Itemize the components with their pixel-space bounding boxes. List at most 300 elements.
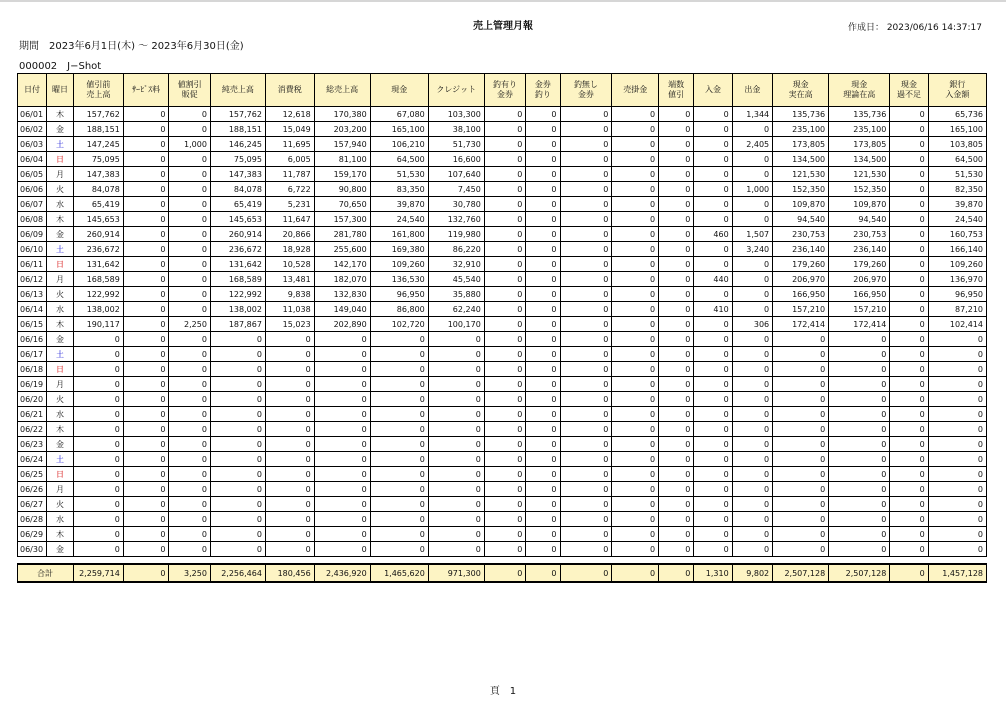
value-cell: 260,914: [210, 227, 265, 242]
total-label: 合計: [18, 564, 74, 582]
value-cell: 7,450: [428, 182, 484, 197]
column-header: 釣無し 金券: [560, 74, 612, 107]
value-cell: 0: [370, 452, 428, 467]
value-cell: 0: [890, 362, 928, 377]
value-cell: 0: [428, 332, 484, 347]
value-cell: 0: [526, 452, 560, 467]
value-cell: 0: [314, 542, 370, 557]
column-header: 値引前 売上高: [74, 74, 124, 107]
value-cell: 15,023: [265, 317, 314, 332]
value-cell: 0: [612, 422, 659, 437]
value-cell: 0: [928, 377, 986, 392]
value-cell: 0: [612, 482, 659, 497]
date-cell: 06/09: [18, 227, 47, 242]
value-cell: 152,350: [773, 182, 829, 197]
value-cell: 0: [123, 467, 169, 482]
value-cell: 0: [694, 107, 732, 122]
value-cell: 132,760: [428, 212, 484, 227]
value-cell: 0: [890, 392, 928, 407]
date-cell: 06/28: [18, 512, 47, 527]
value-cell: 0: [659, 332, 694, 347]
date-cell: 06/24: [18, 452, 47, 467]
value-cell: 0: [428, 512, 484, 527]
table-row: [18, 452, 987, 467]
value-cell: 0: [74, 377, 124, 392]
value-cell: 0: [890, 332, 928, 347]
value-cell: 0: [74, 497, 124, 512]
value-cell: 202,890: [314, 317, 370, 332]
value-cell: 0: [74, 407, 124, 422]
value-cell: 0: [526, 392, 560, 407]
value-cell: 0: [928, 497, 986, 512]
value-cell: 0: [74, 482, 124, 497]
value-cell: 0: [732, 452, 772, 467]
value-cell: 0: [928, 542, 986, 557]
value-cell: 0: [169, 437, 210, 452]
value-cell: 0: [560, 332, 612, 347]
value-cell: 0: [560, 212, 612, 227]
value-cell: 0: [526, 167, 560, 182]
value-cell: 0: [659, 512, 694, 527]
date-cell: 06/10: [18, 242, 47, 257]
value-cell: 67,080: [370, 107, 428, 122]
value-cell: 0: [694, 362, 732, 377]
value-cell: 6,005: [265, 152, 314, 167]
value-cell: 0: [773, 362, 829, 377]
value-cell: 0: [314, 332, 370, 347]
value-cell: 0: [612, 272, 659, 287]
value-cell: 0: [612, 332, 659, 347]
value-cell: 147,245: [74, 137, 124, 152]
value-cell: 0: [659, 527, 694, 542]
value-cell: 0: [659, 152, 694, 167]
value-cell: 180,456: [265, 564, 314, 582]
value-cell: 0: [169, 497, 210, 512]
value-cell: 35,880: [428, 287, 484, 302]
value-cell: 0: [612, 257, 659, 272]
value-cell: 0: [314, 437, 370, 452]
weekday-cell: 火: [47, 392, 74, 407]
value-cell: 0: [370, 332, 428, 347]
value-cell: 0: [484, 564, 525, 582]
value-cell: 0: [732, 542, 772, 557]
value-cell: 0: [526, 407, 560, 422]
value-cell: 0: [732, 392, 772, 407]
value-cell: 30,780: [428, 197, 484, 212]
value-cell: 0: [732, 467, 772, 482]
table-row: [18, 182, 987, 197]
value-cell: 0: [123, 197, 169, 212]
value-cell: 971,300: [428, 564, 484, 582]
value-cell: 146,245: [210, 137, 265, 152]
value-cell: 0: [265, 377, 314, 392]
value-cell: 0: [370, 377, 428, 392]
value-cell: 0: [732, 437, 772, 452]
value-cell: 90,800: [314, 182, 370, 197]
value-cell: 0: [123, 407, 169, 422]
weekday-cell: 火: [47, 182, 74, 197]
value-cell: 0: [484, 197, 525, 212]
value-cell: 0: [773, 512, 829, 527]
value-cell: 11,787: [265, 167, 314, 182]
value-cell: 0: [659, 182, 694, 197]
value-cell: 32,910: [428, 257, 484, 272]
value-cell: 0: [428, 362, 484, 377]
value-cell: 0: [560, 302, 612, 317]
weekday-cell: 金: [47, 542, 74, 557]
value-cell: 0: [74, 467, 124, 482]
value-cell: 109,870: [773, 197, 829, 212]
header-row: [18, 74, 987, 107]
weekday-cell: 火: [47, 287, 74, 302]
value-cell: 0: [829, 332, 890, 347]
value-cell: 131,642: [74, 257, 124, 272]
value-cell: 0: [428, 347, 484, 362]
weekday-cell: 日: [47, 467, 74, 482]
value-cell: 0: [612, 437, 659, 452]
value-cell: 0: [74, 542, 124, 557]
value-cell: 0: [265, 482, 314, 497]
value-cell: 109,260: [370, 257, 428, 272]
value-cell: 136,530: [370, 272, 428, 287]
value-cell: 0: [659, 167, 694, 182]
value-cell: 87,210: [928, 302, 986, 317]
value-cell: 100,170: [428, 317, 484, 332]
value-cell: 0: [484, 272, 525, 287]
value-cell: 62,240: [428, 302, 484, 317]
value-cell: 157,300: [314, 212, 370, 227]
value-cell: 0: [210, 347, 265, 362]
value-cell: 0: [694, 182, 732, 197]
column-header: 現金 理論在高: [829, 74, 890, 107]
value-cell: 20,866: [265, 227, 314, 242]
value-cell: 0: [526, 107, 560, 122]
value-cell: 169,380: [370, 242, 428, 257]
value-cell: 15,049: [265, 122, 314, 137]
value-cell: 0: [210, 542, 265, 557]
table-row: [18, 512, 987, 527]
date-cell: 06/25: [18, 467, 47, 482]
weekday-cell: 日: [47, 362, 74, 377]
value-cell: 0: [74, 527, 124, 542]
value-cell: 84,078: [210, 182, 265, 197]
value-cell: 0: [694, 422, 732, 437]
value-cell: 0: [484, 317, 525, 332]
value-cell: 0: [732, 212, 772, 227]
weekday-cell: 金: [47, 332, 74, 347]
table-row: [18, 347, 987, 362]
report-body: [18, 107, 987, 583]
value-cell: 0: [123, 137, 169, 152]
value-cell: 0: [123, 542, 169, 557]
table-row: [18, 467, 987, 482]
value-cell: 0: [169, 167, 210, 182]
value-cell: 0: [210, 407, 265, 422]
column-header: 現金: [370, 74, 428, 107]
value-cell: 83,350: [370, 182, 428, 197]
value-cell: 0: [659, 197, 694, 212]
value-cell: 0: [428, 377, 484, 392]
date-cell: 06/30: [18, 542, 47, 557]
value-cell: 65,419: [74, 197, 124, 212]
value-cell: 0: [890, 564, 928, 582]
value-cell: 0: [560, 182, 612, 197]
value-cell: 0: [732, 197, 772, 212]
value-cell: 0: [890, 257, 928, 272]
value-cell: 12,618: [265, 107, 314, 122]
value-cell: 64,500: [370, 152, 428, 167]
value-cell: 0: [694, 437, 732, 452]
spacer-row: [18, 557, 987, 565]
value-cell: 182,070: [314, 272, 370, 287]
value-cell: 0: [169, 332, 210, 347]
value-cell: 0: [612, 167, 659, 182]
value-cell: 173,805: [829, 137, 890, 152]
value-cell: 0: [526, 317, 560, 332]
value-cell: 94,540: [829, 212, 890, 227]
value-cell: 0: [612, 137, 659, 152]
value-cell: 0: [928, 392, 986, 407]
value-cell: 0: [694, 332, 732, 347]
value-cell: 0: [526, 542, 560, 557]
value-cell: 0: [773, 467, 829, 482]
weekday-cell: 土: [47, 452, 74, 467]
value-cell: 75,095: [74, 152, 124, 167]
value-cell: 0: [928, 362, 986, 377]
value-cell: 149,040: [314, 302, 370, 317]
value-cell: 0: [123, 564, 169, 582]
value-cell: 159,170: [314, 167, 370, 182]
value-cell: 0: [370, 512, 428, 527]
value-cell: 142,170: [314, 257, 370, 272]
value-cell: 0: [484, 332, 525, 347]
value-cell: 109,260: [928, 257, 986, 272]
value-cell: 0: [265, 467, 314, 482]
value-cell: 0: [773, 392, 829, 407]
value-cell: 0: [526, 512, 560, 527]
value-cell: 0: [123, 392, 169, 407]
value-cell: 134,500: [773, 152, 829, 167]
weekday-cell: 金: [47, 437, 74, 452]
page-number: 頁 1: [489, 686, 517, 697]
value-cell: 0: [484, 437, 525, 452]
value-cell: 0: [773, 542, 829, 557]
value-cell: 96,950: [928, 287, 986, 302]
value-cell: 0: [123, 167, 169, 182]
value-cell: 166,140: [928, 242, 986, 257]
column-header: 現金 過不足: [890, 74, 928, 107]
value-cell: 235,100: [829, 122, 890, 137]
value-cell: 0: [612, 152, 659, 167]
table-row: [18, 227, 987, 242]
table-row: [18, 107, 987, 122]
value-cell: 0: [773, 482, 829, 497]
value-cell: 0: [123, 107, 169, 122]
column-header: 入金: [694, 74, 732, 107]
sales-report-table: [17, 73, 987, 583]
value-cell: 6,722: [265, 182, 314, 197]
value-cell: 0: [612, 317, 659, 332]
value-cell: 168,589: [210, 272, 265, 287]
value-cell: 0: [659, 407, 694, 422]
value-cell: 0: [829, 377, 890, 392]
value-cell: 152,350: [829, 182, 890, 197]
value-cell: 0: [890, 182, 928, 197]
table-row: [18, 392, 987, 407]
value-cell: 230,753: [829, 227, 890, 242]
date-cell: 06/19: [18, 377, 47, 392]
value-cell: 0: [732, 122, 772, 137]
value-cell: 0: [169, 107, 210, 122]
table-row: [18, 542, 987, 557]
value-cell: 0: [829, 422, 890, 437]
value-cell: 0: [265, 527, 314, 542]
value-cell: 281,780: [314, 227, 370, 242]
value-cell: 0: [732, 332, 772, 347]
value-cell: 0: [694, 317, 732, 332]
value-cell: 0: [612, 227, 659, 242]
value-cell: 18,928: [265, 242, 314, 257]
date-cell: 06/08: [18, 212, 47, 227]
table-row: [18, 152, 987, 167]
value-cell: 188,151: [210, 122, 265, 137]
value-cell: 11,038: [265, 302, 314, 317]
value-cell: 0: [659, 212, 694, 227]
value-cell: 0: [560, 137, 612, 152]
value-cell: 13,481: [265, 272, 314, 287]
value-cell: 0: [484, 107, 525, 122]
weekday-cell: 木: [47, 422, 74, 437]
value-cell: 0: [526, 527, 560, 542]
value-cell: 0: [484, 467, 525, 482]
value-cell: 0: [484, 542, 525, 557]
value-cell: 203,200: [314, 122, 370, 137]
value-cell: 0: [314, 467, 370, 482]
value-cell: 0: [428, 392, 484, 407]
value-cell: 0: [526, 302, 560, 317]
value-cell: 0: [732, 302, 772, 317]
value-cell: 0: [484, 452, 525, 467]
value-cell: 16,600: [428, 152, 484, 167]
value-cell: 2,507,128: [773, 564, 829, 582]
value-cell: 0: [659, 542, 694, 557]
value-cell: 0: [560, 564, 612, 582]
value-cell: 0: [694, 482, 732, 497]
value-cell: 0: [123, 452, 169, 467]
value-cell: 0: [265, 392, 314, 407]
value-cell: 0: [659, 242, 694, 257]
value-cell: 0: [694, 122, 732, 137]
value-cell: 0: [928, 407, 986, 422]
value-cell: 157,210: [829, 302, 890, 317]
value-cell: 0: [265, 347, 314, 362]
value-cell: 136,970: [928, 272, 986, 287]
value-cell: 0: [265, 422, 314, 437]
value-cell: 410: [694, 302, 732, 317]
value-cell: 0: [890, 527, 928, 542]
value-cell: 0: [526, 377, 560, 392]
value-cell: 0: [169, 452, 210, 467]
value-cell: 51,530: [928, 167, 986, 182]
value-cell: 0: [210, 362, 265, 377]
weekday-cell: 月: [47, 377, 74, 392]
value-cell: 170,380: [314, 107, 370, 122]
value-cell: 0: [694, 212, 732, 227]
value-cell: 0: [659, 422, 694, 437]
table-row: [18, 197, 987, 212]
value-cell: 0: [314, 452, 370, 467]
value-cell: 0: [659, 482, 694, 497]
value-cell: 187,867: [210, 317, 265, 332]
value-cell: 168,589: [74, 272, 124, 287]
value-cell: 0: [314, 377, 370, 392]
value-cell: 0: [560, 197, 612, 212]
value-cell: 0: [829, 407, 890, 422]
value-cell: 0: [169, 407, 210, 422]
date-cell: 06/23: [18, 437, 47, 452]
date-cell: 06/13: [18, 287, 47, 302]
value-cell: 0: [123, 257, 169, 272]
weekday-cell: 金: [47, 122, 74, 137]
value-cell: 107,640: [428, 167, 484, 182]
value-cell: 132,830: [314, 287, 370, 302]
value-cell: 0: [169, 197, 210, 212]
value-cell: 0: [659, 272, 694, 287]
value-cell: 0: [560, 407, 612, 422]
value-cell: 173,805: [773, 137, 829, 152]
value-cell: 103,805: [928, 137, 986, 152]
date-cell: 06/20: [18, 392, 47, 407]
value-cell: 157,762: [210, 107, 265, 122]
value-cell: 0: [890, 347, 928, 362]
weekday-cell: 木: [47, 317, 74, 332]
value-cell: 160,753: [928, 227, 986, 242]
value-cell: 0: [890, 152, 928, 167]
value-cell: 0: [314, 362, 370, 377]
weekday-cell: 木: [47, 527, 74, 542]
value-cell: 0: [612, 122, 659, 137]
value-cell: 0: [123, 182, 169, 197]
value-cell: 179,260: [773, 257, 829, 272]
value-cell: 460: [694, 227, 732, 242]
value-cell: 134,500: [829, 152, 890, 167]
value-cell: 0: [560, 542, 612, 557]
value-cell: 0: [560, 452, 612, 467]
value-cell: 0: [123, 512, 169, 527]
value-cell: 0: [370, 407, 428, 422]
value-cell: 0: [526, 437, 560, 452]
value-cell: 0: [694, 392, 732, 407]
value-cell: 65,736: [928, 107, 986, 122]
value-cell: 81,100: [314, 152, 370, 167]
value-cell: 0: [169, 212, 210, 227]
value-cell: 0: [169, 512, 210, 527]
value-cell: 0: [526, 152, 560, 167]
value-cell: 0: [560, 512, 612, 527]
weekday-cell: 木: [47, 212, 74, 227]
value-cell: 0: [560, 122, 612, 137]
value-cell: 236,672: [210, 242, 265, 257]
value-cell: 0: [428, 542, 484, 557]
value-cell: 0: [612, 527, 659, 542]
value-cell: 0: [732, 272, 772, 287]
value-cell: 106,210: [370, 137, 428, 152]
value-cell: 0: [484, 167, 525, 182]
value-cell: 121,530: [773, 167, 829, 182]
date-cell: 06/22: [18, 422, 47, 437]
value-cell: 0: [526, 564, 560, 582]
value-cell: 0: [829, 437, 890, 452]
